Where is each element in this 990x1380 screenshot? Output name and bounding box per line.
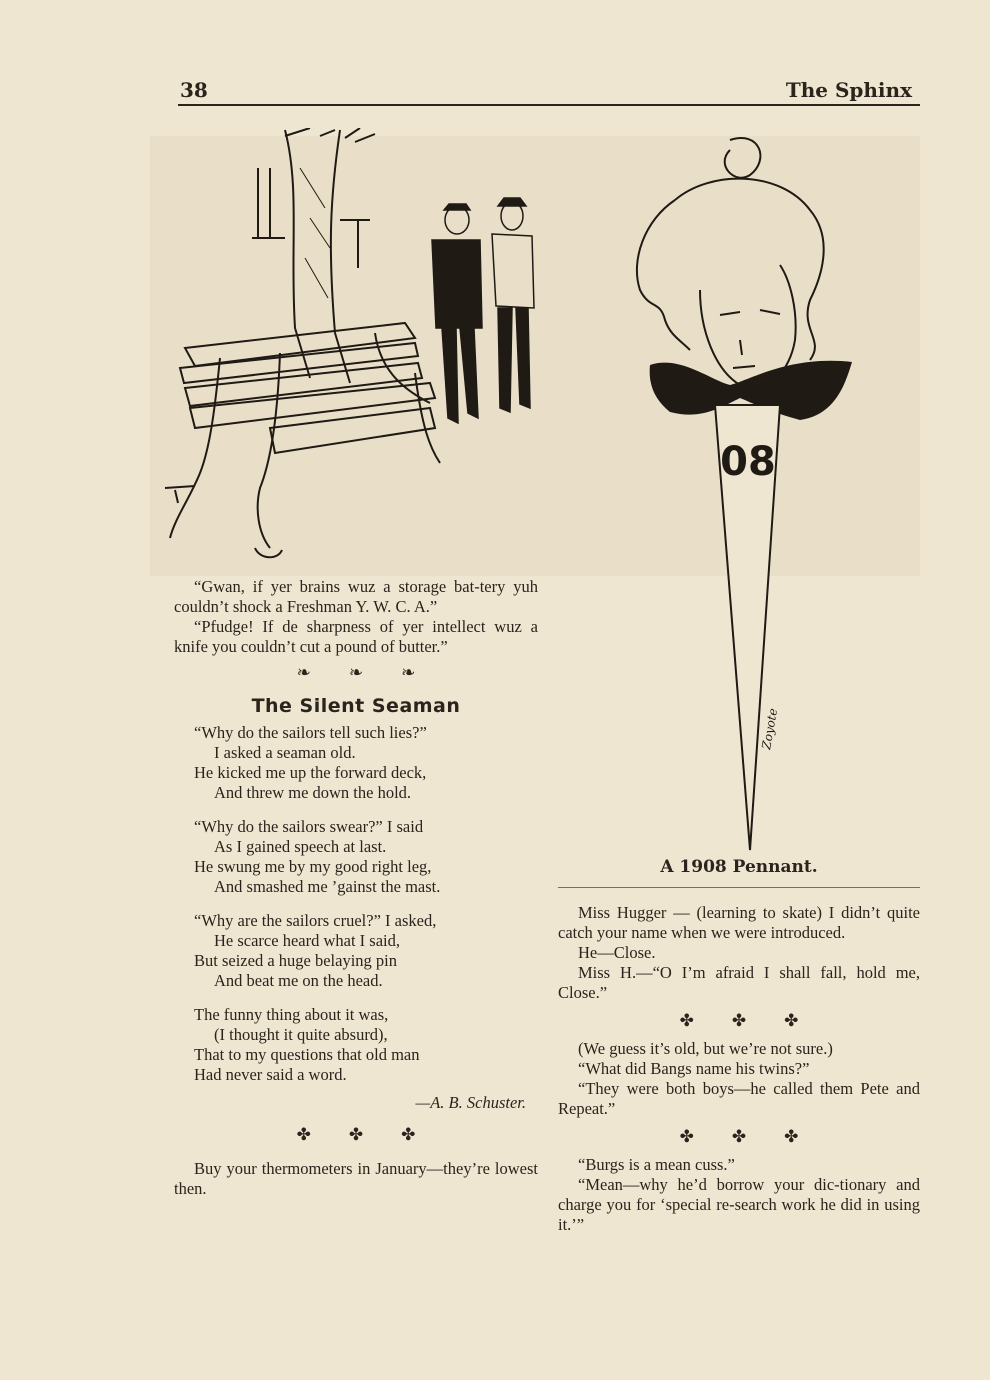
dingbat-icon: ❧ [401, 663, 416, 682]
right-column [558, 857, 920, 877]
joke-line: He—Close. [578, 943, 656, 962]
poem-stanza [174, 911, 538, 991]
joke-line: (We guess it’s old, but we’re not sure.) [578, 1039, 833, 1058]
poem-attribution: —A. B. Schuster. [415, 1093, 526, 1112]
verse-line: I asked a seaman old. [214, 743, 356, 762]
page-number: 38 [180, 78, 208, 102]
joke-line: Miss H.—“O I’m afraid I shall fall, hold me, Close.” [558, 963, 920, 1002]
poem-stanza [174, 817, 538, 897]
verse-line: And smashed me ’gainst the mast. [214, 877, 441, 896]
verse-line: “Why are the sailors cruel?” I asked, [194, 911, 437, 930]
pennant-number: 08 [720, 439, 776, 485]
verse-line: And beat me on the head. [214, 971, 383, 990]
dingbat-icon: ✤ [784, 1011, 799, 1030]
verse-line: He swung me by my good right leg, [194, 857, 432, 876]
dingbat-icon: ✤ [679, 1127, 694, 1146]
dingbat-row [558, 1011, 920, 1031]
joke-line: “Burgs is a mean cuss.” [578, 1155, 735, 1174]
verse-line: He kicked me up the forward deck, [194, 763, 427, 782]
pennant-girl-illustration [620, 130, 860, 860]
verse-line: That to my questions that old man [194, 1045, 420, 1064]
joke-line: “They were both boys—he called them Pete and Repeat.” [558, 1079, 920, 1118]
dingbat-icon: ❧ [296, 663, 311, 682]
thermometer-joke: Buy your thermometers in January—they’re lowest then. [174, 1159, 538, 1198]
dingbat-icon: ✤ [401, 1125, 416, 1144]
left-column [174, 577, 538, 1199]
verse-line: And threw me down the hold. [214, 783, 412, 802]
verse-line: “Why do the sailors tell such lies?” [194, 723, 427, 742]
dingbat-icon: ✤ [679, 1011, 694, 1030]
dialogue-2: “Pfudge! If de sharpness of yer intellect wuz a knife you couldn’t cut a pound of butter.” [174, 617, 538, 656]
dialogue-1: “Gwan, if yer brains wuz a storage bat-tery yuh couldn’t shock a Freshman Y. W. C. A.” [174, 577, 538, 616]
poem-stanza [174, 723, 538, 803]
header-rule [178, 104, 920, 106]
poem-title: The Silent Seaman [251, 695, 461, 717]
dingbat-icon: ✤ [348, 1125, 364, 1144]
dingbat-row [174, 1125, 538, 1145]
dingbat-row [558, 1127, 920, 1147]
verse-line: But seized a huge belaying pin [194, 951, 397, 970]
verse-line: He scarce heard what I said, [214, 931, 400, 950]
dingbat-icon: ✤ [731, 1127, 747, 1146]
artist-signature: Zoyote [759, 707, 781, 751]
park-bench-illustration [160, 128, 550, 568]
dingbat-icon: ✤ [296, 1125, 311, 1144]
dingbat-row [174, 663, 538, 683]
poem-stanza [174, 1005, 538, 1085]
joke-line: Miss Hugger — (learning to skate) I didn’t quite catch your name when we were introduced. [558, 903, 920, 942]
verse-line: As I gained speech at last. [214, 837, 387, 856]
dingbat-icon: ✤ [784, 1127, 799, 1146]
joke-line: “Mean—why he’d borrow your dic-tionary and charge you for ‘special re-search work he did in using it.’” [558, 1175, 920, 1234]
right-column-jokes [558, 903, 920, 1235]
joke-line: “What did Bangs name his twins?” [578, 1059, 810, 1078]
dingbat-icon: ✤ [731, 1011, 747, 1030]
verse-line: The funny thing about it was, [194, 1005, 389, 1024]
pennant-caption: A 1908 Pennant. [660, 857, 818, 877]
dingbat-icon: ❧ [348, 663, 364, 682]
verse-line: Had never said a word. [194, 1065, 347, 1084]
column-rule [558, 887, 920, 888]
verse-line: “Why do the sailors swear?” I said [194, 817, 424, 836]
journal-title: The Sphinx [785, 78, 912, 102]
verse-line: (I thought it quite absurd), [214, 1025, 388, 1044]
